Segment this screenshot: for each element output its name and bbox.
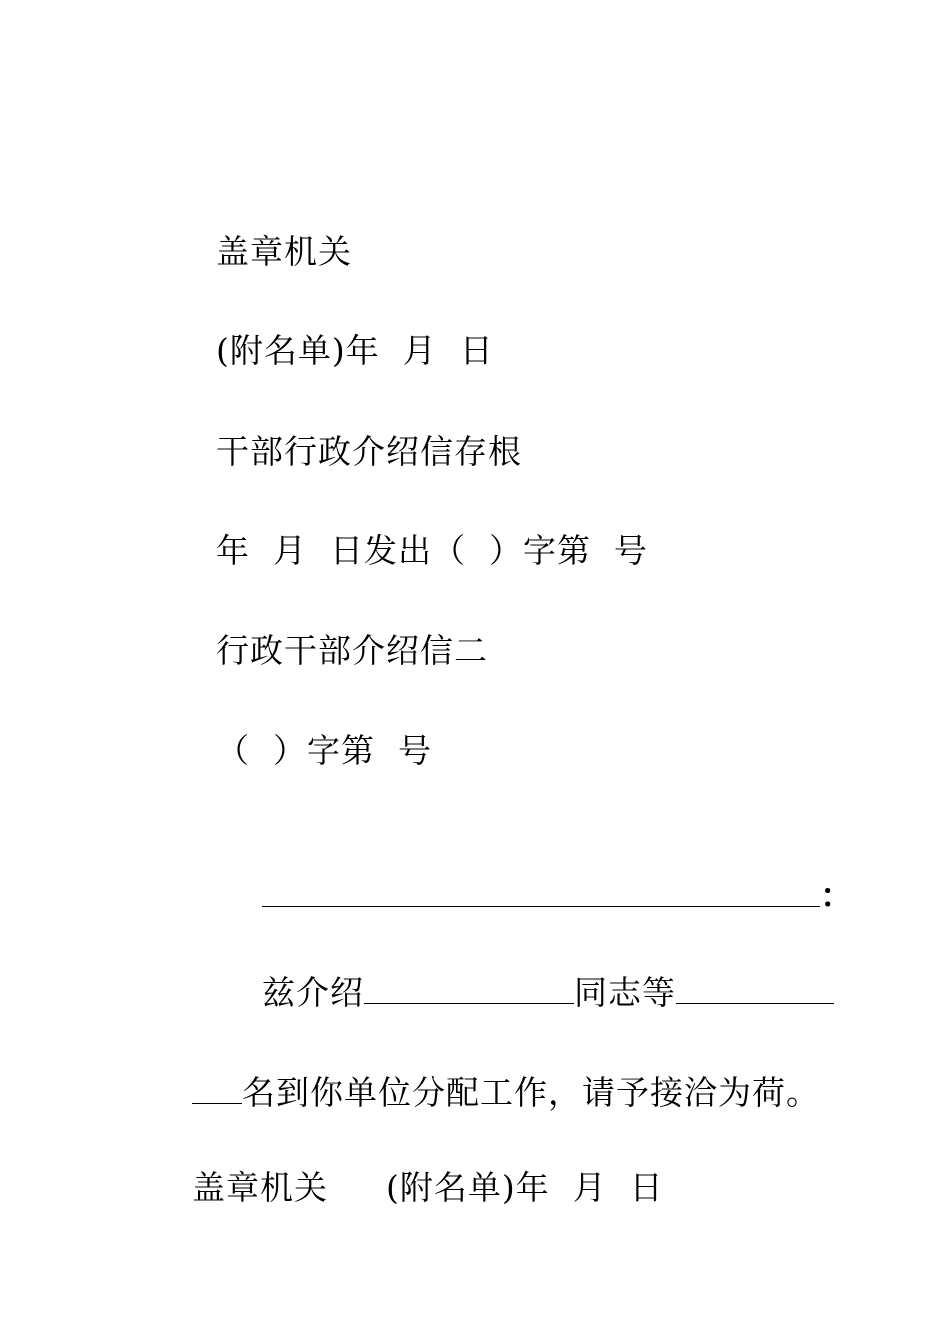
seal-authority-label: 盖章机关 bbox=[216, 232, 352, 271]
attached-list-date-line: (附名单)年 月 日 bbox=[216, 331, 494, 370]
letter-title: 行政干部介绍信二 bbox=[216, 631, 488, 670]
recipient-colon: ： bbox=[819, 876, 854, 915]
issue-date-number-line: 年 月 日发出（ ）字第 号 bbox=[216, 531, 648, 570]
closing-seal-authority: 盖章机关 bbox=[191, 1168, 328, 1207]
stub-title: 干部行政介绍信存根 bbox=[216, 432, 522, 471]
letter-number-line: （ ）字第 号 bbox=[216, 731, 432, 770]
closing-date: (附名单)年 月 日 bbox=[385, 1168, 664, 1207]
comrades-label: 同志等 bbox=[573, 973, 676, 1012]
assignment-text: 名到你单位分配工作，请予接洽为荷。 bbox=[241, 1073, 820, 1112]
count-blank[interactable] bbox=[676, 971, 834, 1004]
closing-seal-line bbox=[146, 1128, 664, 1248]
introduction-prefix: 兹介绍 bbox=[261, 973, 364, 1012]
recipient-blank[interactable] bbox=[262, 874, 820, 907]
count-blank-continued[interactable] bbox=[192, 1071, 242, 1104]
name-blank[interactable] bbox=[364, 971, 574, 1004]
